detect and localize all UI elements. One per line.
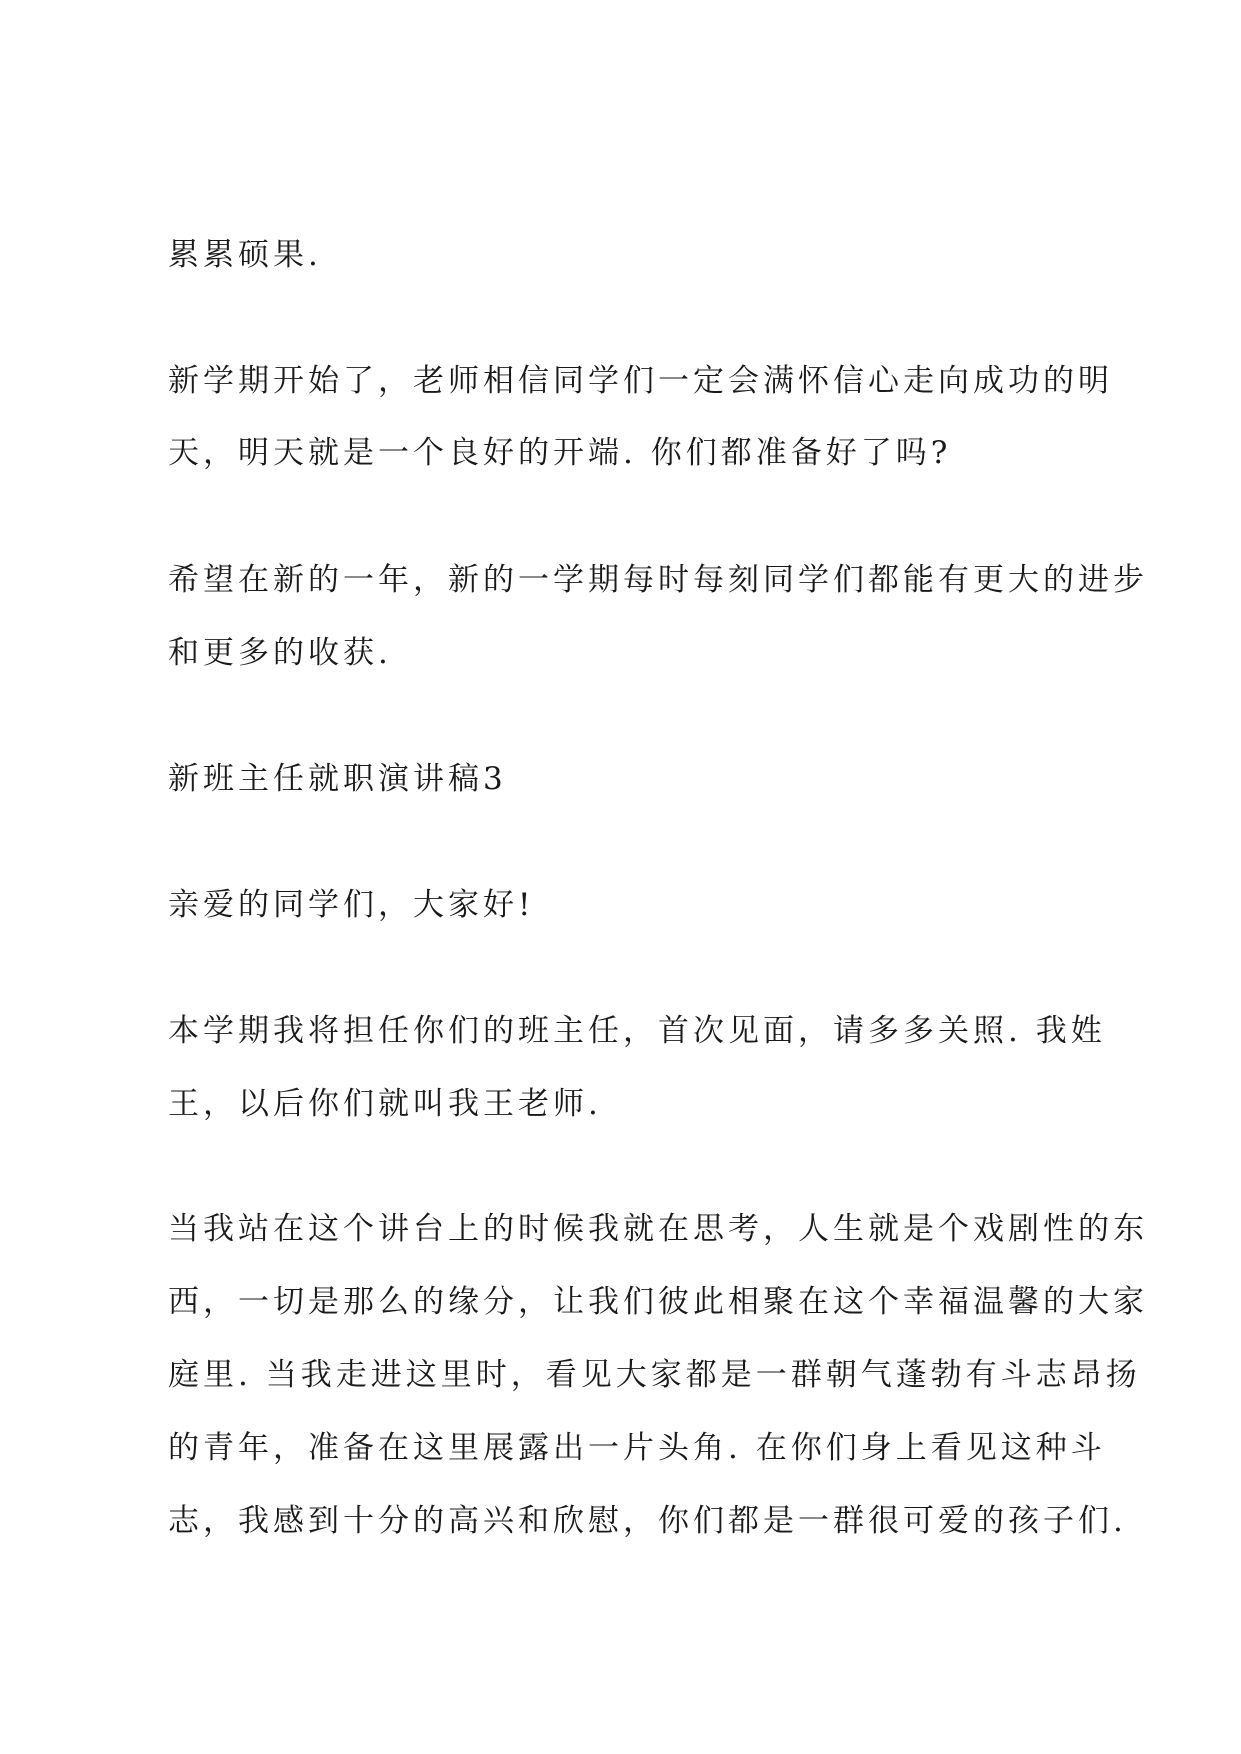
paragraph-line: 和更多的收获.: [168, 635, 392, 671]
paragraph-line: 本学期我将担任你们的班主任，首次见面，请多多关照. 我姓: [168, 1013, 1106, 1049]
paragraph-line: 庭里. 当我走进这里时，看见大家都是一群朝气蓬勃有斗志昂扬: [168, 1357, 1141, 1393]
paragraph-line: 的青年，准备在这里展露出一片头角. 在你们身上看见这种斗: [168, 1430, 1106, 1466]
paragraph-line: 天，明天就是一个良好的开端. 你们都准备好了吗?: [168, 435, 952, 471]
paragraph-line: 当我站在这个讲台上的时候我就在思考，人生就是个戏剧性的东: [168, 1211, 1148, 1247]
paragraph-line: 西，一切是那么的缘分，让我们彼此相聚在这个幸福温馨的大家: [168, 1284, 1148, 1320]
paragraph-line: 累累硕果.: [168, 237, 322, 273]
greeting-line: 亲爱的同学们，大家好!: [168, 887, 535, 923]
paragraph-line: 王，以后你们就叫我王老师.: [168, 1086, 602, 1122]
paragraph-line: 志，我感到十分的高兴和欣慰，你们都是一群很可爱的孩子们.: [168, 1503, 1127, 1539]
paragraph-line: 新学期开始了，老师相信同学们一定会满怀信心走向成功的明: [168, 363, 1113, 399]
paragraph-line: 希望在新的一年，新的一学期每时每刻同学们都能有更大的进步: [168, 562, 1148, 598]
section-heading: 新班主任就职演讲稿3: [168, 761, 507, 797]
